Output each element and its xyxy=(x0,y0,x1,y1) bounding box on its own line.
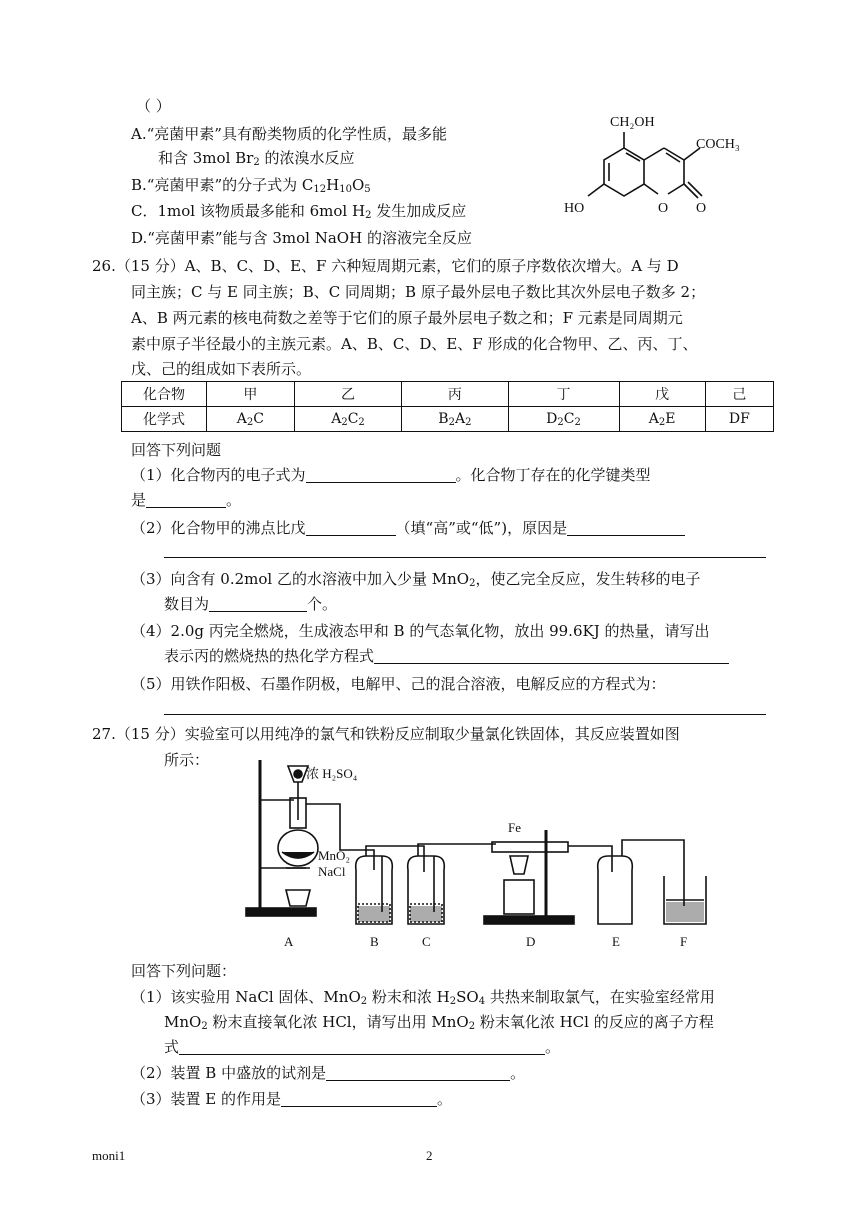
structure-label-ch2oh: CH₂OH xyxy=(610,115,655,130)
q26-line2: 同主族；C 与 E 同主族；B、C 同周期；B 原子最外层电子数比其次外层电子数多 2； xyxy=(131,283,706,301)
q26-part4-line2: 表示丙的燃烧热的热化学方程式 xyxy=(164,646,729,666)
table-header-cell: 化合物 xyxy=(122,382,207,407)
q26-part1-line2: 是 。 xyxy=(131,491,242,509)
option-a-line2: 和含 3mol Br2 的浓溴水反应 xyxy=(158,149,355,168)
table-cell-formula: A2C xyxy=(207,407,295,432)
option-d: D.“亮菌甲素”能与含 3mol NaOH 的溶液完全反应 xyxy=(131,229,472,247)
compound-table xyxy=(121,381,774,432)
apparatus-letter-e: E xyxy=(612,934,620,949)
table-header-cell: 丙 xyxy=(402,382,508,407)
apparatus-letter-b: B xyxy=(370,934,379,949)
table-cell-formula: DF xyxy=(705,407,773,432)
answer-bracket: （ ） xyxy=(136,97,171,115)
q26-part3-line1: （3）向含有 0.2mol 乙的水溶液中加入少量 MnO2，使乙完全反应，发生转移的电子 xyxy=(131,570,701,589)
apparatus-letter-c: C xyxy=(422,934,431,949)
q26-part1-line1: （1）化合物丙的电子式为 。化合物丁存在的化学键类型 xyxy=(131,466,651,484)
answer-blank[interactable] xyxy=(326,1064,510,1081)
apparatus-label-mno2: MnO₂ xyxy=(318,848,350,863)
q27-line2: 所示： xyxy=(164,751,210,769)
page-number: 2 xyxy=(426,1148,433,1163)
q27-part3: （3）装置 E 的作用是 。 xyxy=(131,1090,453,1108)
q26-line5: 戊、己的组成如下表所示。 xyxy=(131,360,312,378)
table-row xyxy=(122,407,774,432)
structure-label-carbonyl-o: O xyxy=(696,201,707,216)
answer-blank[interactable] xyxy=(281,1090,437,1107)
q26-line1: 26.（15 分）A、B、C、D、E、F 六种短周期元素，它们的原子序数依次增大。A 与 D xyxy=(92,257,679,275)
apparatus-letter-d: D xyxy=(526,934,536,949)
answer-blank[interactable] xyxy=(146,491,226,508)
structure-label-ho: HO xyxy=(564,201,585,216)
q27-part1-line1: （1）该实验用 NaCl 固体、MnO2 粉末和浓 H2SO4 共热来制取氯气，在实验室经常用 xyxy=(131,988,715,1007)
q26-part4-line1: （4）2.0g 丙完全燃烧，生成液态甲和 B 的气态氧化物，放出 99.6KJ 的热量，请写出 xyxy=(131,622,710,640)
table-header-cell: 甲 xyxy=(207,382,295,407)
answer-blank-line[interactable] xyxy=(164,557,766,558)
q27-part1-line2: MnO2 粉末直接氧化浓 HCl，请写出用 MnO2 粉末氧化浓 HCl 的反应的离子方程 xyxy=(164,1013,714,1032)
apparatus-label-acid: 浓 H₂SO₄ xyxy=(306,766,358,781)
q26-line3: A、B 两元素的核电荷数之差等于它们的原子最外层电子数之和；F 元素是同周期元 xyxy=(131,309,683,327)
table-row-label: 化学式 xyxy=(122,407,207,432)
answer-blank[interactable] xyxy=(209,595,307,612)
answer-blank[interactable] xyxy=(306,466,456,483)
q27-part1-line3: 式 。 xyxy=(164,1038,561,1056)
table-header-cell: 丁 xyxy=(508,382,619,407)
table-cell-formula: D2C2 xyxy=(508,407,619,432)
option-c: C．1mol 该物质最多能和 6mol H2 发生加成反应 xyxy=(131,202,467,221)
answer-blank[interactable] xyxy=(374,647,729,664)
q26-line4: 素中原子半径最小的主族元素。A、B、C、D、E、F 形成的化合物甲、乙、丙、丁、 xyxy=(131,335,698,353)
apparatus-letter-f: F xyxy=(680,934,688,949)
table-header-cell: 己 xyxy=(705,382,773,407)
answer-blank[interactable] xyxy=(567,519,685,536)
structure-label-ring-o: O xyxy=(658,201,669,216)
q27-line1: 27.（15 分）实验室可以用纯净的氯气和铁粉反应制取少量氯化铁固体，其反应装置如图 xyxy=(92,725,680,743)
answer-blank[interactable] xyxy=(306,519,396,536)
footer-doc-id: moni1 xyxy=(92,1148,126,1163)
apparatus-letter-a: A xyxy=(284,934,294,949)
option-a-line1: A.“亮菌甲素”具有酚类物质的化学性质，最多能 xyxy=(131,125,447,143)
structure-label-coch3: COCH₃ xyxy=(696,137,740,152)
apparatus-diagram xyxy=(236,760,716,952)
apparatus-label-nacl: NaCl xyxy=(318,864,346,879)
molecule-structure-image xyxy=(560,108,770,220)
answer-blank[interactable] xyxy=(179,1038,545,1055)
table-cell-formula: A2C2 xyxy=(294,407,402,432)
table-cell-formula: A2E xyxy=(619,407,705,432)
q27-part2: （2）装置 B 中盛放的试剂是 。 xyxy=(131,1064,526,1082)
q26-part2-line1: （2）化合物甲的沸点比戊 （填“高”或“低”)，原因是 xyxy=(131,518,685,538)
apparatus-label-fe: Fe xyxy=(508,820,521,835)
option-b: B.“亮菌甲素”的分子式为 C12H10O5 xyxy=(131,176,371,195)
q26-part3-line2: 数目为 个。 xyxy=(164,595,338,613)
q26-answer-heading: 回答下列问题 xyxy=(131,441,222,459)
table-cell-formula: B2A2 xyxy=(402,407,508,432)
answer-blank-line[interactable] xyxy=(164,714,766,715)
table-header-cell: 乙 xyxy=(294,382,402,407)
table-header-row xyxy=(122,382,774,407)
q27-answer-heading: 回答下列问题： xyxy=(131,962,237,980)
q26-part5: （5）用铁作阳极、石墨作阴极，电解甲、己的混合溶液，电解反应的方程式为： xyxy=(131,675,666,693)
table-header-cell: 戊 xyxy=(619,382,705,407)
